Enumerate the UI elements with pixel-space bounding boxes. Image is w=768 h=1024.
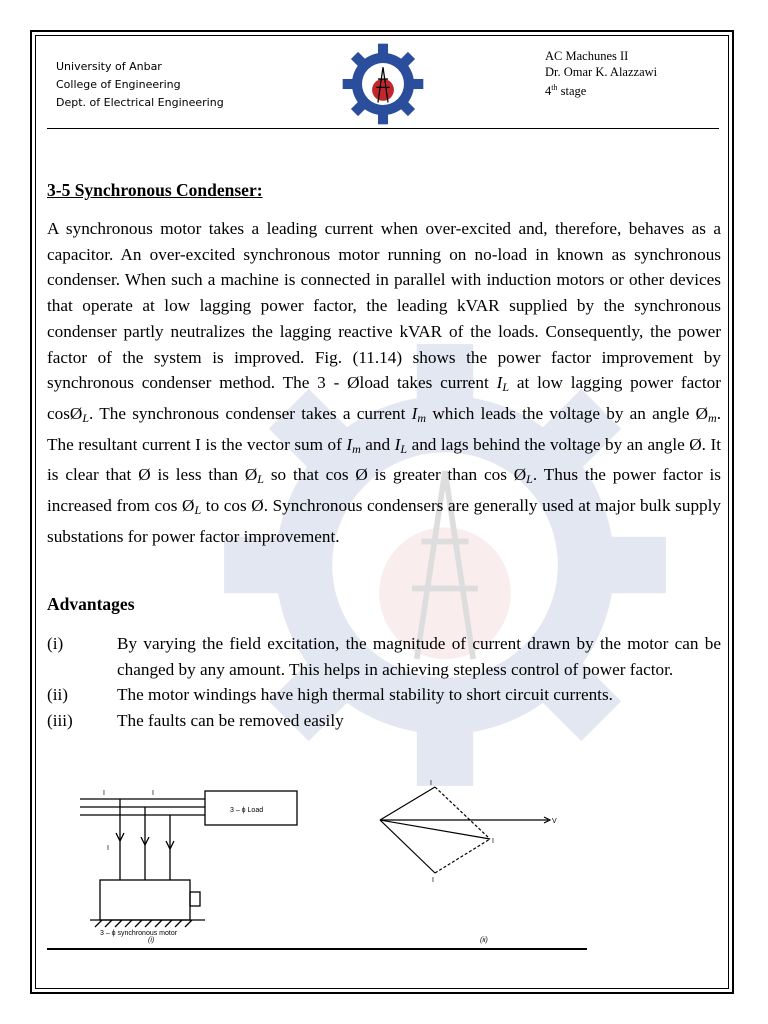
department-logo bbox=[341, 42, 425, 126]
body-paragraph: A synchronous motor takes a leading current when over-excited and, therefore, behaves as a capacitor. An over-excited synchronous motor running on no-load in known as synchronous condenser. When such a machine is connected in parallel with induction motors or other devices that operate at low lagging power factor, the leading kVAR supplied by the synchronous condenser partly neutralizes the lagging reactive kVAR of the loads. Consequently, the power factor of the system is improved. Fig. (11.14) shows the power factor improvement by synchronous condenser method. The 3 - Øload takes current $I_L$ at low lagging power factor cosØ$_L$. The synchronous condenser takes a current $I_m$ which leads the voltage by an angle $Ø_m$. The resultant current I is the vector sum of $I_m$ and $I_L$ and lags behind the voltage by an angle Ø. It is clear that Ø is less than $Ø_L$ so that cos Ø is greater than $\cos Ø_L$. Thus the power factor is increased from $\cos Ø_L$ to cos Ø. Synchronous condensers are generally used at major bulk supply substations for power factor improvement. bbox=[47, 219, 722, 546]
circuit-diagram bbox=[80, 791, 297, 927]
university-name: University of Anbar bbox=[56, 60, 162, 73]
advantages-list bbox=[47, 631, 721, 734]
list-item-text: The faults can be removed easily bbox=[117, 711, 344, 731]
list-item bbox=[47, 708, 721, 734]
load-label: 3 – ϕ Load bbox=[230, 807, 264, 814]
stage-superscript: th bbox=[551, 83, 558, 92]
phasor-label-V: V bbox=[552, 818, 557, 825]
header-course bbox=[545, 48, 657, 99]
motor-box bbox=[100, 880, 190, 920]
phasor-label-Im: I bbox=[430, 780, 432, 787]
footer-divider bbox=[47, 948, 587, 950]
advantages-title: Advantages bbox=[47, 594, 135, 614]
list-item bbox=[47, 631, 721, 682]
caption-i: (i) bbox=[148, 937, 155, 944]
phasor-label-I: I bbox=[492, 838, 494, 845]
circuit-label-IL: I bbox=[152, 790, 154, 797]
list-item-text: By varying the field excitation, the magnitude of current drawn by the motor can be changed by any amount. This helps in achieving stepless control of power factor. bbox=[117, 634, 721, 679]
header-divider bbox=[47, 128, 719, 129]
section-title: 3-5 Synchronous Condenser: bbox=[47, 180, 263, 200]
circuit-label-I: I bbox=[103, 790, 105, 797]
list-item-number: (ii) bbox=[47, 685, 68, 705]
stage-word: stage bbox=[560, 84, 587, 99]
header-institution bbox=[56, 58, 224, 112]
list-item-number: (i) bbox=[47, 634, 64, 653]
list-item-number: (iii) bbox=[47, 711, 73, 731]
stage-number: 4 bbox=[545, 84, 552, 99]
figure-diagram bbox=[50, 775, 590, 950]
phasor-diagram bbox=[380, 787, 550, 873]
circuit-label-Im: I bbox=[107, 845, 109, 852]
college-name: College of Engineering bbox=[56, 78, 181, 91]
list-item bbox=[47, 682, 721, 708]
caption-ii: (ii) bbox=[480, 937, 488, 944]
department-name: Dept. of Electrical Engineering bbox=[56, 96, 224, 109]
instructor-name: Dr. Omar K. Alazzawi bbox=[545, 65, 658, 79]
phasor-Im bbox=[380, 787, 435, 820]
list-item-text: The motor windings have high thermal stability to short circuit currents. bbox=[117, 685, 613, 705]
stage-label bbox=[545, 80, 657, 99]
phasor-label-IL: I bbox=[432, 877, 434, 884]
course-name: AC Machunes II bbox=[545, 49, 629, 63]
motor-label: 3 – ϕ synchronous motor bbox=[100, 930, 178, 937]
